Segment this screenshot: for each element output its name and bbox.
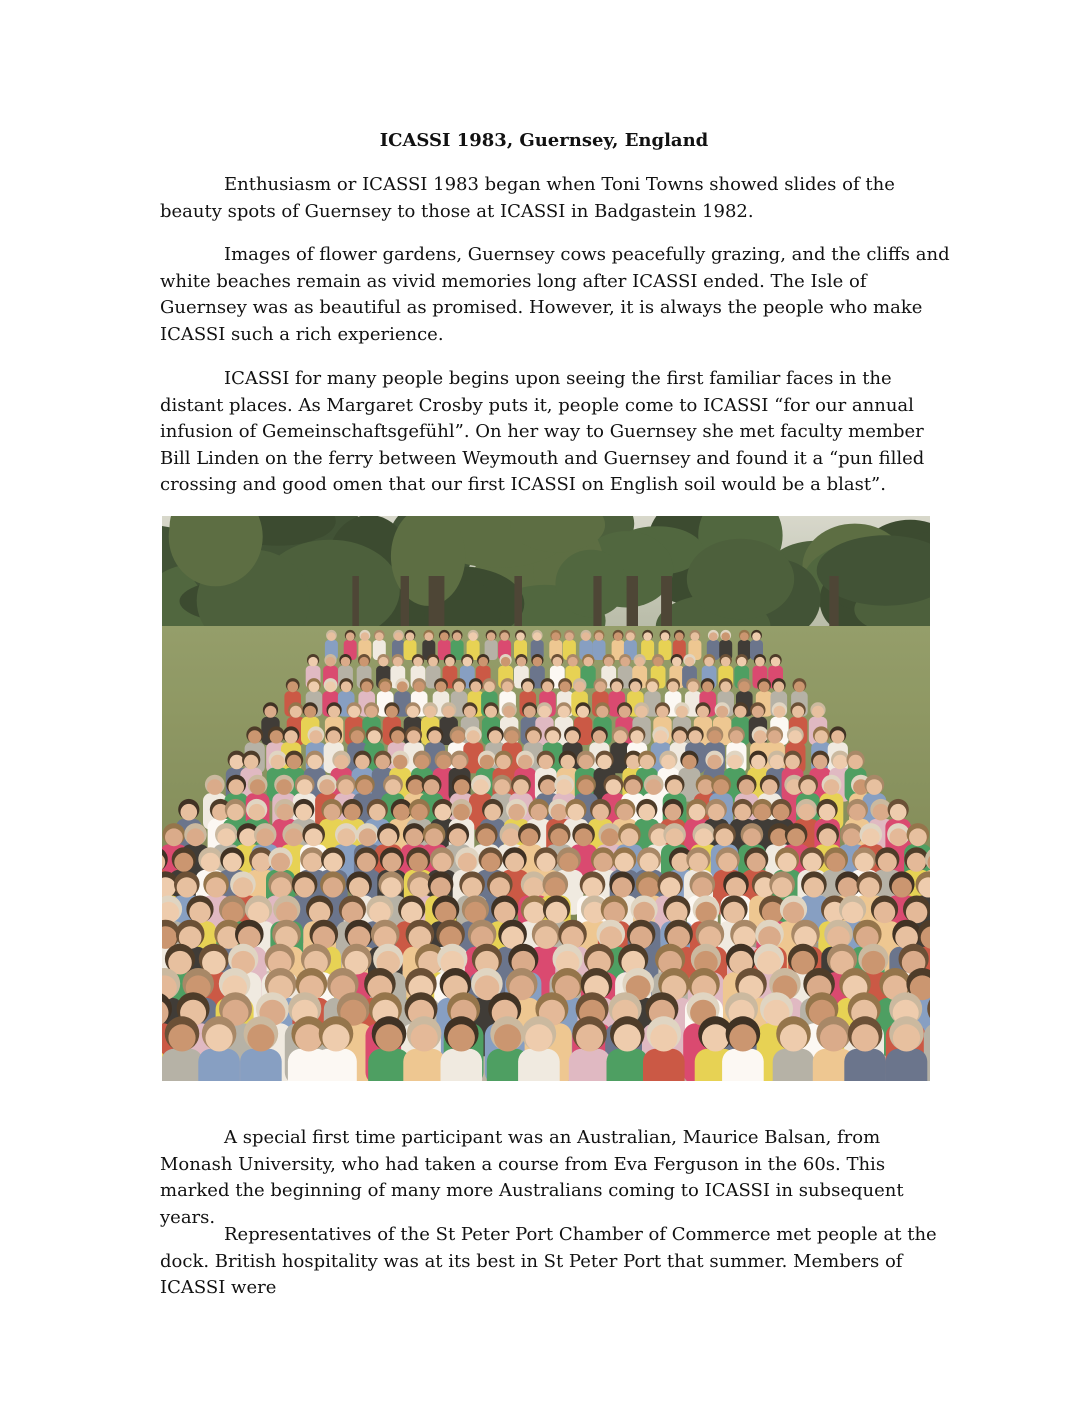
group-photo-illustration xyxy=(162,516,930,1081)
paragraph: Images of flower gardens, Guernsey cows peacefully grazing, and the cliffs and white beaches remain as vivid memories long after ICASSI ended. The Isle of Guernsey was as beautiful as promised. However, it is always the people who make ICASSI such a rich experience. xyxy=(160,244,950,345)
paragraph: Enthusiasm or ICASSI 1983 began when Toni Towns showed slides of the beauty spots of Guernsey to those at ICASSI in Badgastein 1982. xyxy=(160,174,895,222)
group-photo xyxy=(162,516,930,1081)
paragraph: Representatives of the St Peter Port Chamber of Commerce met people at the dock. British hospitality was at its best in St Peter Port that summer. Members of ICASSI were xyxy=(160,1224,937,1298)
page-title: ICASSI 1983, Guernsey, England xyxy=(379,130,709,151)
paragraph: ICASSI for many people begins upon seeing the first familiar faces in the distant places. As Margaret Crosby puts it, people come to ICASSI “for our annual infusion of Gemeinschaftsgefühl”. On her way to Guernsey she met faculty member Bill Linden on the ferry between Weymouth and Guernsey and found it a “pun filled crossing and good omen that our first ICASSI on English soil would be a blast”. xyxy=(160,368,925,495)
paragraph: A special first time participant was an Australian, Maurice Balsan, from Monash University, who had taken a course from Eva Ferguson in the 60s. This marked the beginning of many more Australians coming to ICASSI in subsequent years. xyxy=(160,1127,904,1228)
